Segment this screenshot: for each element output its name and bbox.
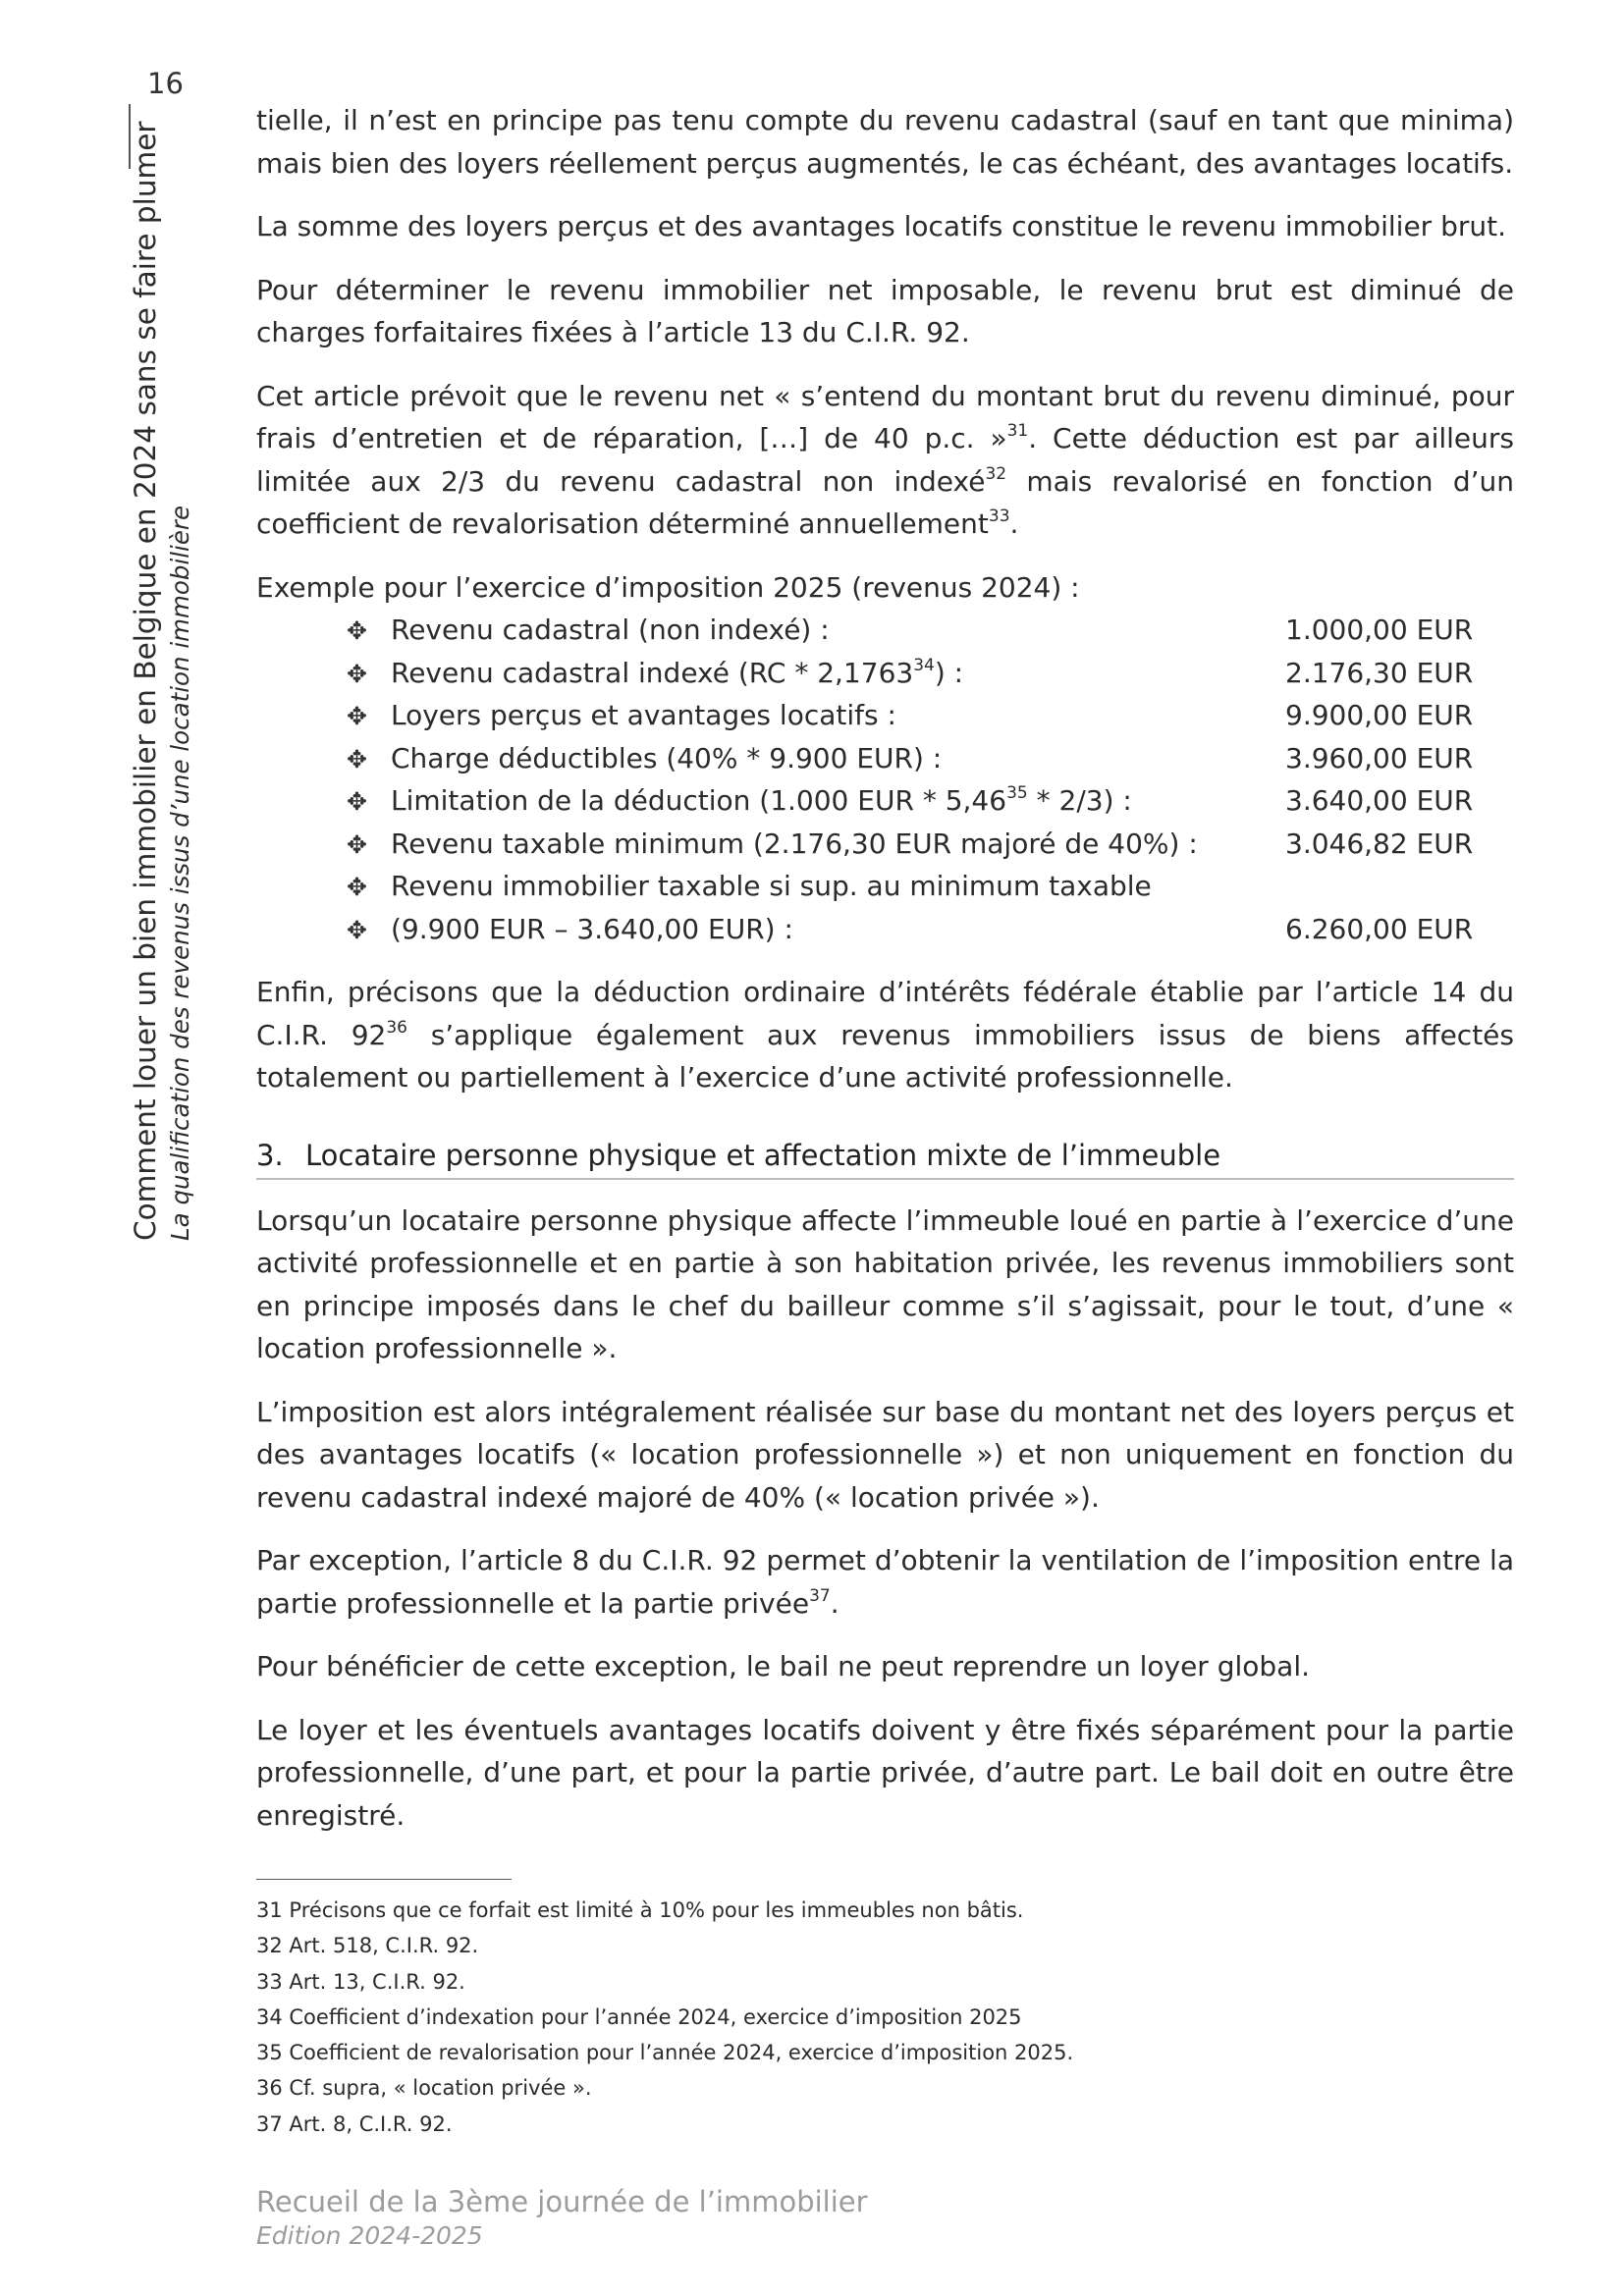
footnote: 33 Art. 13, C.I.R. 92. [256,1969,465,1994]
page-footer [256,2183,868,2252]
footnotes [256,1893,1435,2142]
list-item: ✥ Loyers perçus et avantages locatifs : 9.900,00 EUR [256,694,1514,737]
list-item: ✥ Revenu cadastral indexé (RC * 2,1763$^{34}$) : 2.176,30 EUR [256,652,1514,695]
fleuron-bullet-icon: ✥ [347,616,367,645]
footnote: 35 Coefficient de revalorisation pour l’année 2024, exercice d’imposition 2025. [256,2041,1074,2065]
fleuron-bullet-icon: ✥ [347,702,367,730]
fleuron-bullet-icon: ✥ [347,915,367,944]
section-heading [256,1135,1514,1180]
footnote-ref[interactable]: 31 [1006,421,1029,441]
example-list [256,609,1514,950]
paragraph: tielle, il n’est en principe pas tenu compte du revenu cadastral (sauf en tant que minima) mais bien des loyers réellement perçus augmentés, le cas échéant, des avantages locatifs. [256,104,1514,180]
paragraph: Par exception, l’article 8 du C.I.R. 92 permet d’obtenir la ventilation de l’imposition entre la partie professionnelle et la partie privée$^{37}$. [256,1544,1514,1620]
footnote: 31 Précisons que ce forfait est limité à 10% pour les immeubles non bâtis. [256,1898,1024,1922]
list-item: ✥ Revenu immobilier taxable si sup. au minimum taxable [256,865,1514,908]
amount: 1.000,00 EUR [1285,614,1474,646]
example-intro: Exemple pour l’exercice d’imposition 2025 (revenus 2024) : [256,570,1080,604]
paragraph: Lorsqu’un locataire personne physique affecte l’immeuble loué en partie à l’exercice d’une activité professionnelle et en partie à son habitation privée, les revenus immobiliers sont en principe imposés dans le chef du bailleur comme s’il s’agissait, pour le tout, d’une « location professionnelle ». [256,1203,1514,1364]
footnote-ref[interactable]: 36 [386,1017,407,1038]
footnote: 32 Art. 518, C.I.R. 92. [256,1934,479,1958]
amount: 3.640,00 EUR [1285,784,1474,817]
fleuron-bullet-icon: ✥ [347,787,367,816]
list-item: ✥ Revenu taxable minimum (2.176,30 EUR majoré de 40%) : 3.046,82 EUR [256,823,1514,866]
fleuron-bullet-icon: ✥ [347,659,367,688]
fleuron-bullet-icon: ✥ [347,829,367,859]
amount: 3.960,00 EUR [1285,741,1474,774]
chapter-title: La qualification des revenus issus d’une location immobilière [166,505,194,1241]
footnote: 34 Coefficient d’indexation pour l’année 2024, exercice d’imposition 2025 [256,2004,1022,2029]
list-item: ✥ Revenu cadastral (non indexé) : 1.000,00 EUR [256,609,1514,652]
footnote: 37 Art. 8, C.I.R. 92. [256,2111,453,2136]
paragraph: Le loyer et les éventuels avantages locatifs doivent y être fixés séparément pour la partie professionnelle, d’une part, et pour la partie privée, d’autre part. Le bail doit en outre être enregistré. [256,1713,1514,1832]
section-title: Locataire personne physique et affectation mixte de l’immeuble [305,1138,1221,1172]
edition: Edition 2024-2025 [256,2221,483,2250]
amount: 6.260,00 EUR [1285,912,1474,945]
list-item: ✥ (9.900 EUR – 3.640,00 EUR) : 6.260,00 EUR [256,908,1514,951]
footnote: 36 Cf. supra, « location privée ». [256,2076,592,2101]
amount: 9.900,00 EUR [1285,699,1474,731]
running-header [122,63,210,1241]
paragraph: Cet article prévoit que le revenu net « s’entend du montant brut du revenu diminué, pour frais d’entretien et de réparation, […] de 40 p.c. »$^{31}$. Cette déduction est par ailleurs limitée aux 2/3 du revenu cadastral non indexé$^{32}$ mais revalorisé en fonction d’un coefficient de revalorisation déterminé annuellement$^{33}$. [256,379,1514,540]
footnote-ref[interactable]: 32 [985,463,1007,484]
book-title: Comment louer un bien immobilier en Belgique en 2024 sans se faire plumer [129,121,162,1241]
amount: 2.176,30 EUR [1285,656,1474,689]
footnote-ref[interactable]: 34 [913,655,935,675]
footnote-ref[interactable]: 35 [1006,783,1028,803]
paragraph: Enfin, précisons que la déduction ordinaire d’intérêts fédérale établie par l’article 14 du C.I.R. $92^{36}$ s’applique également aux revenus immobiliers issus de biens affectés totalement ou partiellement à l’exercice d’une activité professionnelle. [256,976,1514,1094]
main-content [256,99,1514,1857]
section-number: 3. [256,1138,284,1172]
amount: 3.046,82 EUR [1285,827,1474,860]
fleuron-bullet-icon: ✥ [347,873,367,901]
page-number: 16 [147,67,184,100]
paragraph: La somme des loyers perçus et des avantages locatifs constitue le revenu immobilier brut. [256,210,1507,242]
publication-title: Recueil de la 3ème journée de l’immobilier [256,2185,868,2218]
paragraph: L’imposition est alors intégralement réalisée sur base du montant net des loyers perçus et des avantages locatifs (« location professionnelle ») et non uniquement en fonction du revenu cadastral indexé majoré de 40% (« location privée »). [256,1395,1514,1514]
fleuron-bullet-icon: ✥ [347,744,367,774]
list-item: ✥ Limitation de la déduction (1.000 EUR * 5,46$^{35}$ * 2/3) : 3.640,00 EUR [256,779,1514,823]
paragraph: Pour bénéficier de cette exception, le bail ne peut reprendre un loyer global. [256,1650,1311,1682]
paragraph: Pour déterminer le revenu immobilier net imposable, le revenu brut est diminué de charges forfaitaires fixées à l’article 13 du C.I.R. 92. [256,273,1514,348]
list-item: ✥ Charge déductibles (40% * 9.900 EUR) : 3.960,00 EUR [256,737,1514,780]
footnote-ref[interactable]: 37 [809,1585,831,1606]
footnote-divider [256,1879,512,1880]
footnote-ref[interactable]: 33 [988,507,1010,526]
